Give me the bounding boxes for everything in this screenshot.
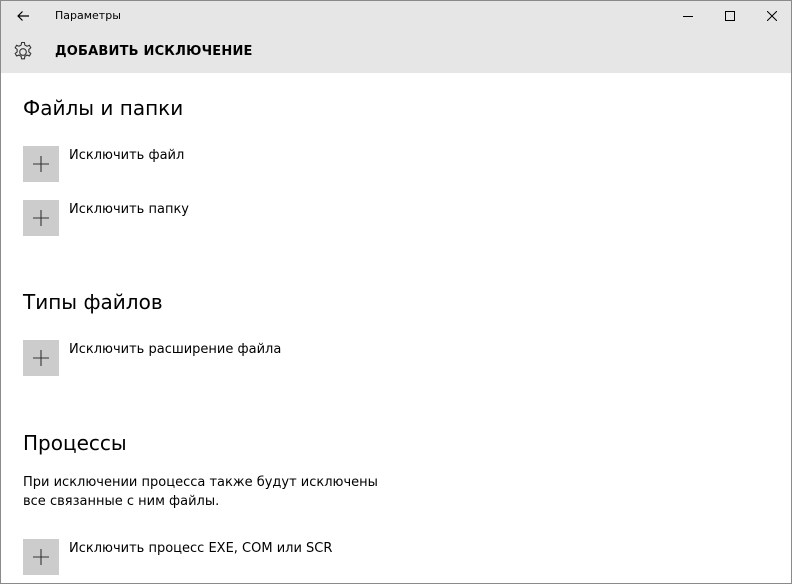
exclude-file-button[interactable] — [23, 146, 184, 182]
plus-icon — [33, 156, 49, 172]
plus-icon — [33, 210, 49, 226]
add-button-tile[interactable] — [23, 539, 59, 575]
section-title-processes: Процессы — [23, 431, 127, 455]
close-icon — [767, 11, 777, 21]
close-button[interactable] — [749, 1, 792, 31]
plus-icon — [33, 549, 49, 565]
maximize-icon — [725, 11, 735, 21]
gear-icon — [11, 40, 35, 64]
maximize-button[interactable] — [707, 1, 753, 31]
exclude-process-button[interactable] — [23, 539, 332, 575]
page-title: ДОБАВИТЬ ИСКЛЮЧЕНИЕ — [55, 44, 253, 59]
exclude-process-label: Исключить процесс EXE, COM или SCR — [69, 541, 333, 556]
exclude-folder-label: Исключить папку — [69, 202, 189, 217]
add-button-tile[interactable] — [23, 340, 59, 376]
back-button[interactable] — [9, 5, 37, 27]
add-button-tile[interactable] — [23, 200, 59, 236]
back-arrow-icon — [16, 10, 30, 22]
plus-icon — [33, 350, 49, 366]
section-title-files-folders: Файлы и папки — [23, 96, 184, 120]
processes-description: При исключении процесса также будут исключены все связанные с ним файлы. — [23, 475, 378, 509]
window-title: Параметры — [55, 9, 121, 22]
exclude-file-label: Исключить файл — [69, 148, 185, 163]
page-header — [1, 31, 791, 73]
title-bar — [1, 1, 791, 31]
add-button-tile[interactable] — [23, 146, 59, 182]
exclude-folder-button[interactable] — [23, 200, 189, 236]
exclude-extension-button[interactable] — [23, 340, 281, 376]
section-title-file-types: Типы файлов — [23, 290, 163, 314]
exclude-extension-label: Исключить расширение файла — [69, 342, 282, 357]
minimize-icon — [683, 11, 693, 21]
minimize-button[interactable] — [665, 1, 711, 31]
